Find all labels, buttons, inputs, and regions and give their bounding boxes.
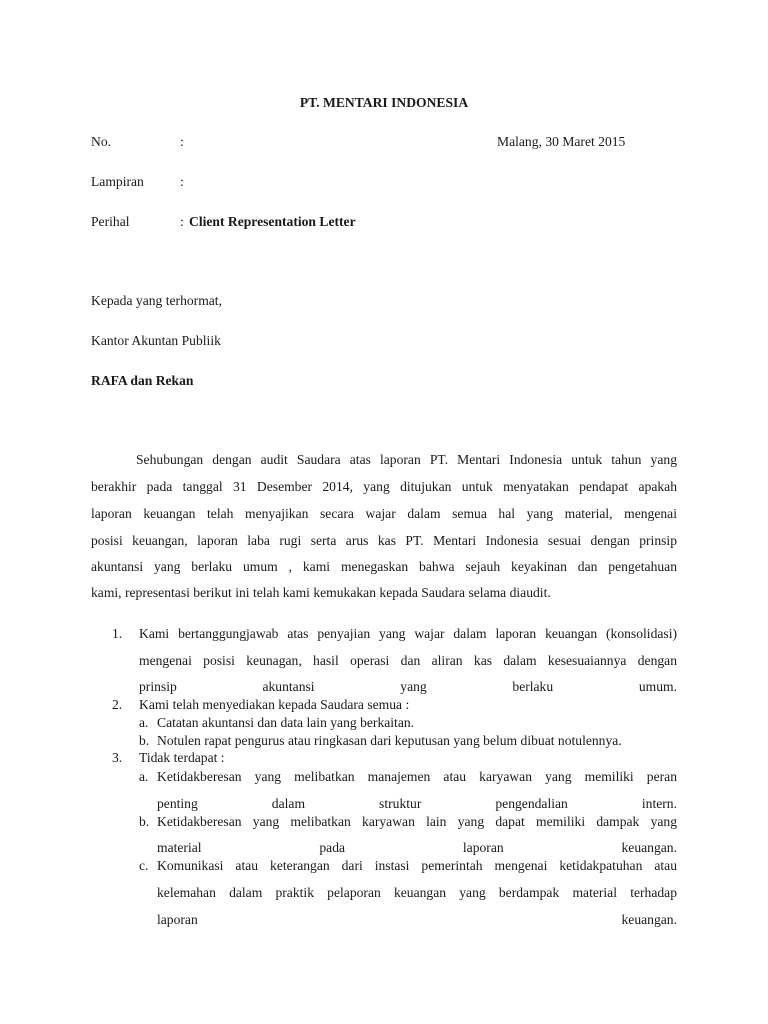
subitem-line: laporan keuangan. [157,912,677,927]
subitem-letter: a. [139,715,149,730]
item-line: Tidak terdapat : [139,750,225,765]
subitem-letter: b. [139,814,150,829]
intro-line: akuntansi yang berlaku umum , kami menegaskan bahwa sejauh keyakinan dan pengetahuan [91,559,677,574]
item-number: 3. [112,750,123,765]
no-label: No. [91,134,112,149]
intro-line: kami, representasi berikut ini telah kami kemukakan kepada Saudara selama diaudit. [91,585,551,600]
perihal-label: Perihal [91,214,130,229]
item-line: prinsip akuntansi yang berlaku umum. [139,679,677,694]
letter-date: Malang, 30 Maret 2015 [497,134,626,149]
subitem-line: Ketidakberesan yang melibatkan karyawan lain yang dapat memiliki dampak yang [157,814,677,829]
intro-line: berakhir pada tanggal 31 Desember 2014, yang ditujukan untuk menyatakan pendapat apakah [91,479,677,494]
perihal-colon: : [180,214,184,229]
subitem-letter: a. [139,769,149,784]
item-line: mengenai posisi keunagan, hasil operasi dan aliran kas dalam kesesuaiannya dengan [139,653,677,668]
perihal-value: Client Representation Letter [189,214,356,229]
item-line: Kami bertanggungjawab atas penyajian yang wajar dalam laporan keuangan (konsolidasi) [139,626,677,641]
subitem-line: Komunikasi atau keterangan dari instasi pemerintah mengenai ketidakpatuhan atau [157,858,677,873]
salutation: Kepada yang terhormat, [91,293,222,308]
company-title: PT. MENTARI INDONESIA [299,95,469,110]
subitem-letter: b. [139,733,150,748]
item-number: 1. [112,626,123,641]
subitem-line: Ketidakberesan yang melibatkan manajemen atau karyawan yang memiliki peran [157,769,677,784]
item-number: 2. [112,697,123,712]
no-colon: : [180,134,184,149]
intro-line: Sehubungan dengan audit Saudara atas laporan PT. Mentari Indonesia untuk tahun yang [136,452,677,467]
lampiran-colon: : [180,174,184,189]
item-line: Kami telah menyediakan kepada Saudara semua : [139,697,410,712]
subitem-letter: c. [139,858,149,873]
subitem-line: kelemahan dalam praktik pelaporan keuangan yang berdampak material terhadap [157,885,677,900]
recipient-office: Kantor Akuntan Publiik [91,333,221,348]
subitem-line: penting dalam struktur pengendalian intern. [157,796,677,811]
subitem-line: material pada laporan keuangan. [157,840,677,855]
recipient-name: RAFA dan Rekan [91,373,194,388]
lampiran-label: Lampiran [91,174,144,189]
subitem-line: Notulen rapat pengurus atau ringkasan dari keputusan yang belum dibuat notulennya. [157,733,622,748]
subitem-line: Catatan akuntansi dan data lain yang berkaitan. [157,715,415,730]
intro-line: posisi keuangan, laporan laba rugi serta arus kas PT. Mentari Indonesia sesuai dengan prinsip [91,533,677,548]
intro-line: laporan keuangan telah menyajikan secara wajar dalam semua hal yang material, mengenai [91,506,677,521]
